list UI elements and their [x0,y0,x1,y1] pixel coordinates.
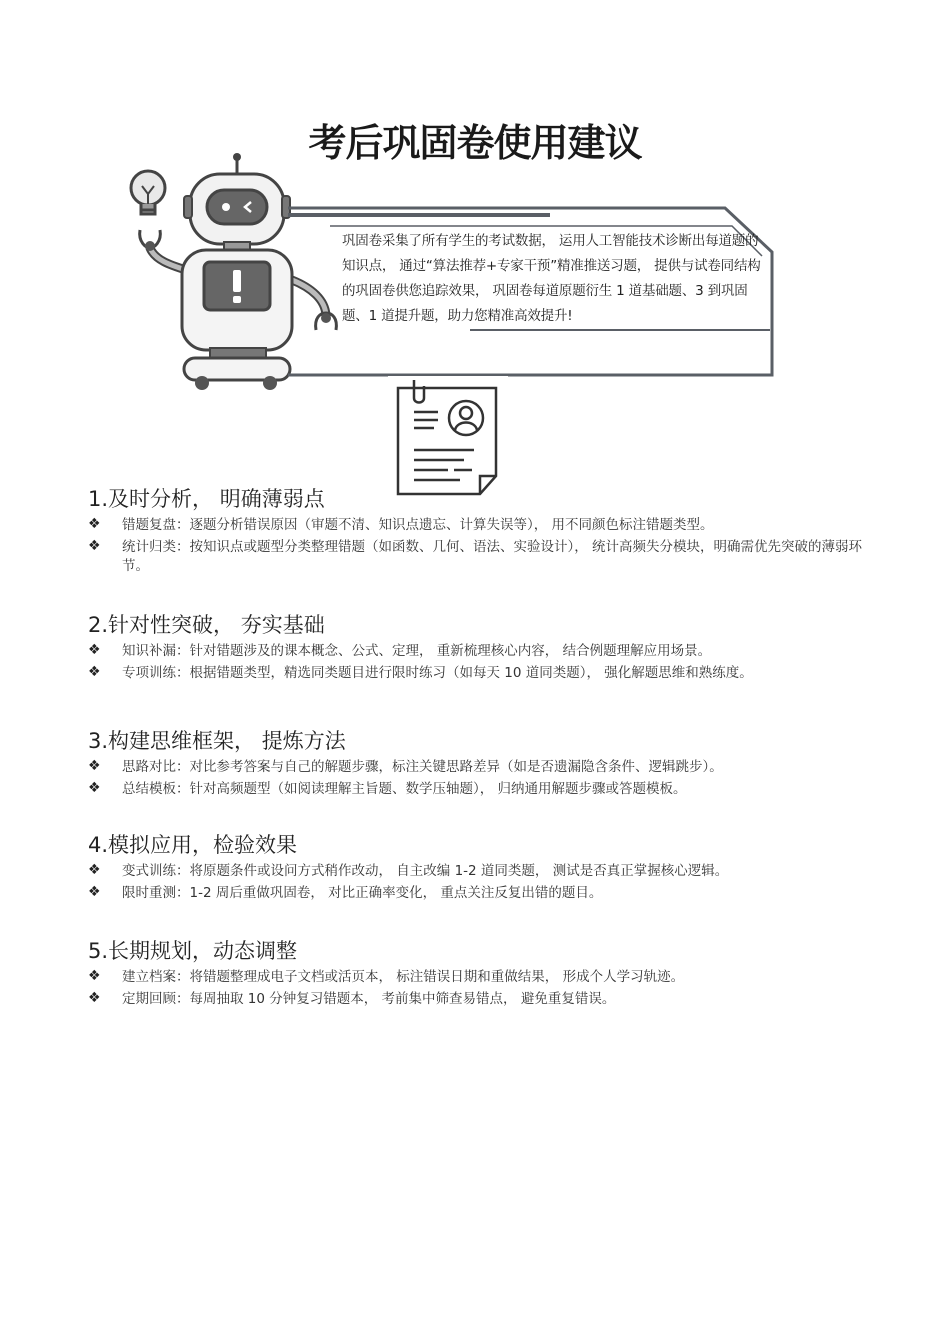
diamond-bullet-icon: ❖ [88,968,101,984]
diamond-bullet-icon: ❖ [88,516,101,532]
section-heading: 2.针对性突破， 夯实基础 [88,613,325,637]
list-item: ❖ 限时重测：1-2 周后重做巩固卷， 对比正确率变化， 重点关注反复出错的题目。 [88,884,603,901]
list-item: ❖ 定期回顾：每周抽取 10 分钟复习错题本， 考前集中筛查易错点， 避免重复错误。 [88,990,616,1007]
diamond-bullet-icon: ❖ [88,990,101,1006]
diamond-bullet-icon: ❖ [88,664,101,680]
list-item: ❖ 统计归类：按知识点或题型分类整理错题（如函数、几何、语法、实验设计）， 统计高频失分模块，明确需优先突破的薄弱环节。 [88,538,863,574]
section-heading: 3.构建思维框架， 提炼方法 [88,729,346,753]
section-4 [88,831,888,903]
diamond-bullet-icon: ❖ [88,780,101,796]
intro-text: 巩固卷采集了所有学生的考试数据， 运用人工智能技术诊断出每道题的知识点， 通过“算法推荐+专家干预”精准推送习题， 提供与试卷同结构的巩固卷供您追踪效果， 巩固卷每道原题衍生 1 道基础题、3 到巩固题、1 道提升题，助力您精准高效提升! [342,233,761,324]
diamond-bullet-icon: ❖ [88,642,101,658]
section-heading: 5.长期规划，动态调整 [88,939,298,963]
list-item: ❖ 专项训练：根据错题类型，精选同类题目进行限时练习（如每天 10 道同类题）， 强化解题思维和熟练度。 [88,664,753,681]
lightbulb-icon [131,171,165,214]
diamond-bullet-icon: ❖ [88,862,101,878]
list-item: ❖ 错题复盘：逐题分析错误原因（审题不清、知识点遗忘、计算失误等）， 用不同颜色标注错题类型。 [88,516,714,533]
page-title: 考后巩固卷使用建议 [308,121,642,165]
diamond-bullet-icon: ❖ [88,538,101,554]
list-item: ❖ 变式训练：将原题条件或设问方式稍作改动， 自主改编 1-2 道同类题， 测试是否真正掌握核心逻辑。 [88,862,729,879]
list-item: ❖ 建立档案：将错题整理成电子文档或活页本， 标注错误日期和重做结果， 形成个人学习轨迹。 [88,968,685,985]
section-heading: 4.模拟应用，检验效果 [88,833,298,857]
list-item: ❖ 知识补漏：针对错题涉及的课本概念、公式、定理， 重新梳理核心内容， 结合例题理解应用场景。 [88,642,712,659]
section-3 [88,727,888,799]
diamond-bullet-icon: ❖ [88,758,101,774]
list-item: ❖ 思路对比：对比参考答案与自己的解题步骤，标注关键思路差异（如是否遗漏隐含条件、逻辑跳步）。 [88,758,723,775]
section-1 [88,485,888,576]
section-heading: 1.及时分析， 明确薄弱点 [88,487,325,511]
section-2 [88,611,888,683]
section-5 [88,937,888,1009]
diamond-bullet-icon: ❖ [88,884,101,900]
document-icon [388,376,508,496]
list-item: ❖ 总结模板：针对高频题型（如阅读理解主旨题、数学压轴题）， 归纳通用解题步骤或答题模板。 [88,780,687,797]
